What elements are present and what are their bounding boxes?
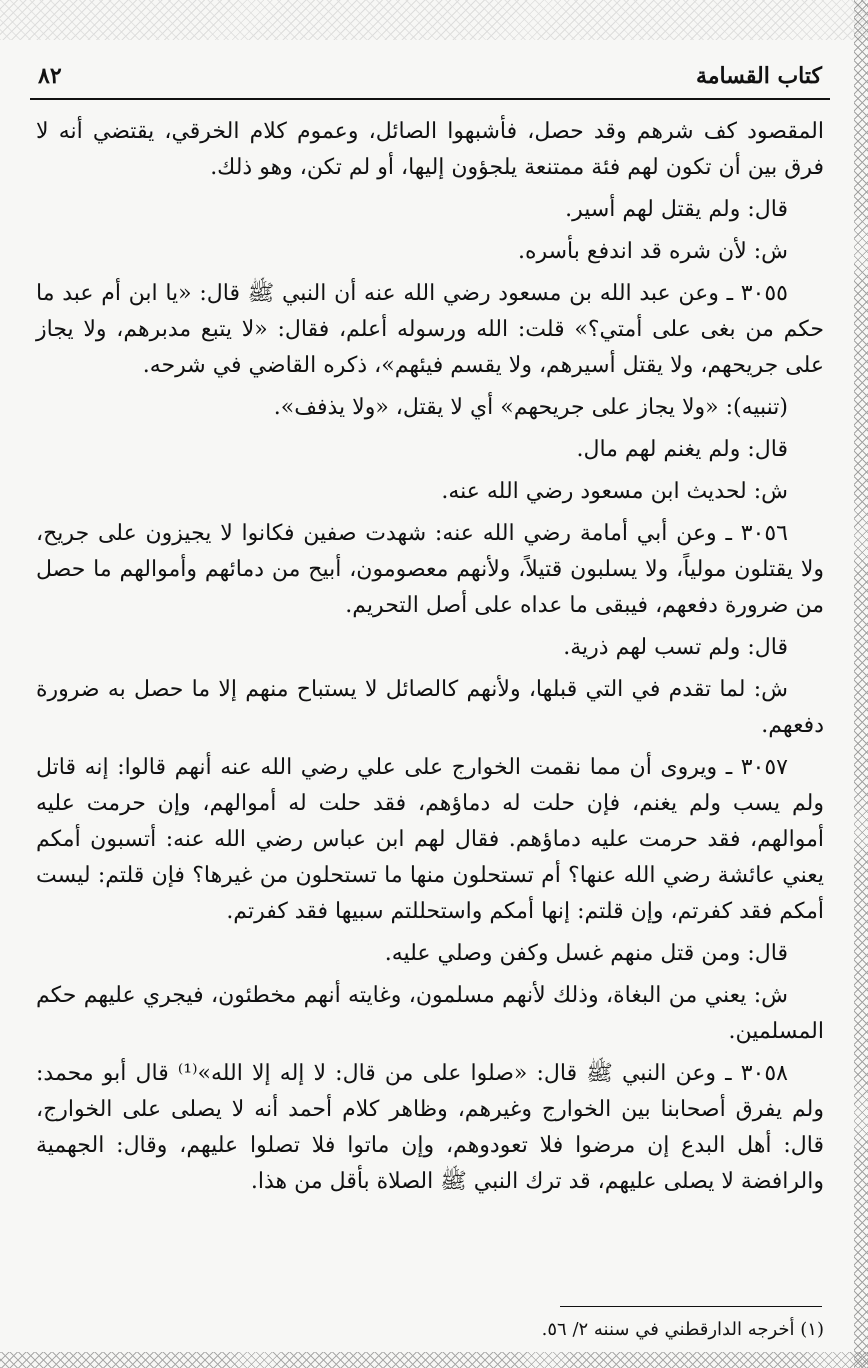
paragraph: قال: ولم يغنم لهم مال. — [576, 437, 788, 462]
paragraph: ش: لحديث ابن مسعود رضي الله عنه. — [441, 479, 788, 504]
hadith-paragraph: ٣٠٥٧ ـ ويروى أن مما نقمت الخوارج على علي رضي الله عنه أنهم قالوا: إنه قاتل ولم يسب ولم يغنم، فإن حلت له دماؤهم، فقد حلت له أموالهم، وإن حرمت عليه أموالهم، فقد حرمت عليه دماؤهم. فقال لهم ابن عباس رضي الله عنه: أتسبون أمكم يعني عائشة رضي الله عنها؟ أم تستحلون منها ما تستحلون من غيرها؟ فإن قلتم: ليست أمكم فقد كفرتم، وإن قلتم: إنها أمكم واستحللتم سبيها فقد كفرتم. — [36, 755, 824, 924]
paragraph: قال: ولم تسب لهم ذرية. — [563, 635, 788, 660]
footnote: (١) أخرجه الدارقطني في سننه ٢/ ٥٦. — [541, 1319, 824, 1340]
page-body — [36, 114, 824, 1194]
paragraph: المقصود كف شرهم وقد حصل، فأشبهوا الصائل، وعموم كلام الخرقي، يقتضي أنه لا فرق بين أن تكون لهم فئة ممتنعة يلجؤون إليها، أو لم تكن، وهو ذلك. — [36, 119, 824, 180]
header-rule — [30, 98, 830, 100]
paragraph: قال: ولم يقتل لهم أسير. — [565, 197, 788, 222]
hadith-paragraph: ٣٠٥٥ ـ وعن عبد الله بن مسعود رضي الله عنه أن النبي ﷺ قال: «يا ابن أم عبد ما حكم من بغى على أمتي؟» قلت: الله ورسوله أعلم، فقال: «لا يتبع مدبرهم، ولا يجاز على جريحهم، ولا يقتل أسيرهم، ولا يقسم فيئهم»، ذكره القاضي في شرحه. — [36, 281, 824, 378]
page-bottom-edge — [0, 1352, 868, 1368]
page-number: ٨٢ — [38, 63, 62, 89]
page-top-edge — [0, 0, 868, 40]
paragraph: قال: ومن قتل منهم غسل وكفن وصلي عليه. — [384, 941, 788, 966]
hadith-paragraph: ٣٠٥٨ ـ وعن النبي ﷺ قال: «صلوا على من قال: لا إله إلا الله»⁽¹⁾ قال أبو محمد: ولم يفرق أصحابنا بين الخوارج وغيرهم، وظاهر كلام أحمد أنه لا يصلى على الخوارج، قال: أهل البدع إن مرضوا فلا تعودوهم، وإن ماتوا فلا تصلوا عليهم، وقال: الجهمية والرافضة لا يصلى عليهم، قد ترك النبي ﷺ الصلاة بأقل من هذا. — [36, 1061, 824, 1194]
footnote-rule — [560, 1306, 822, 1307]
note-paragraph: (تنبيه): «ولا يجاز على جريحهم» أي لا يقتل، «ولا يذفف». — [273, 395, 788, 420]
page-right-edge — [854, 0, 868, 1368]
paragraph: ش: لأن شره قد اندفع بأسره. — [517, 239, 788, 264]
book-title: كتاب القسامة — [695, 63, 822, 89]
page-header — [38, 58, 822, 94]
paragraph: ش: لما تقدم في التي قبلها، ولأنهم كالصائل لا يستباح منهم إلا ما حصل به ضرورة دفعهم. — [36, 677, 824, 738]
paragraph: ش: يعني من البغاة، وذلك لأنهم مسلمون، وغايته أنهم مخطئون، فيجري عليهم حكم المسلمين. — [36, 983, 824, 1044]
hadith-paragraph: ٣٠٥٦ ـ وعن أبي أمامة رضي الله عنه: شهدت صفين فكانوا لا يجيزون على جريح، ولا يقتلون مولياً، ولا يسلبون قتيلاً، ولأنهم معصومون، أبيح من دمائهم وأموالهم ما حصل من ضرورة دفعهم، فيبقى ما عداه على أصل التحريم. — [36, 521, 824, 618]
